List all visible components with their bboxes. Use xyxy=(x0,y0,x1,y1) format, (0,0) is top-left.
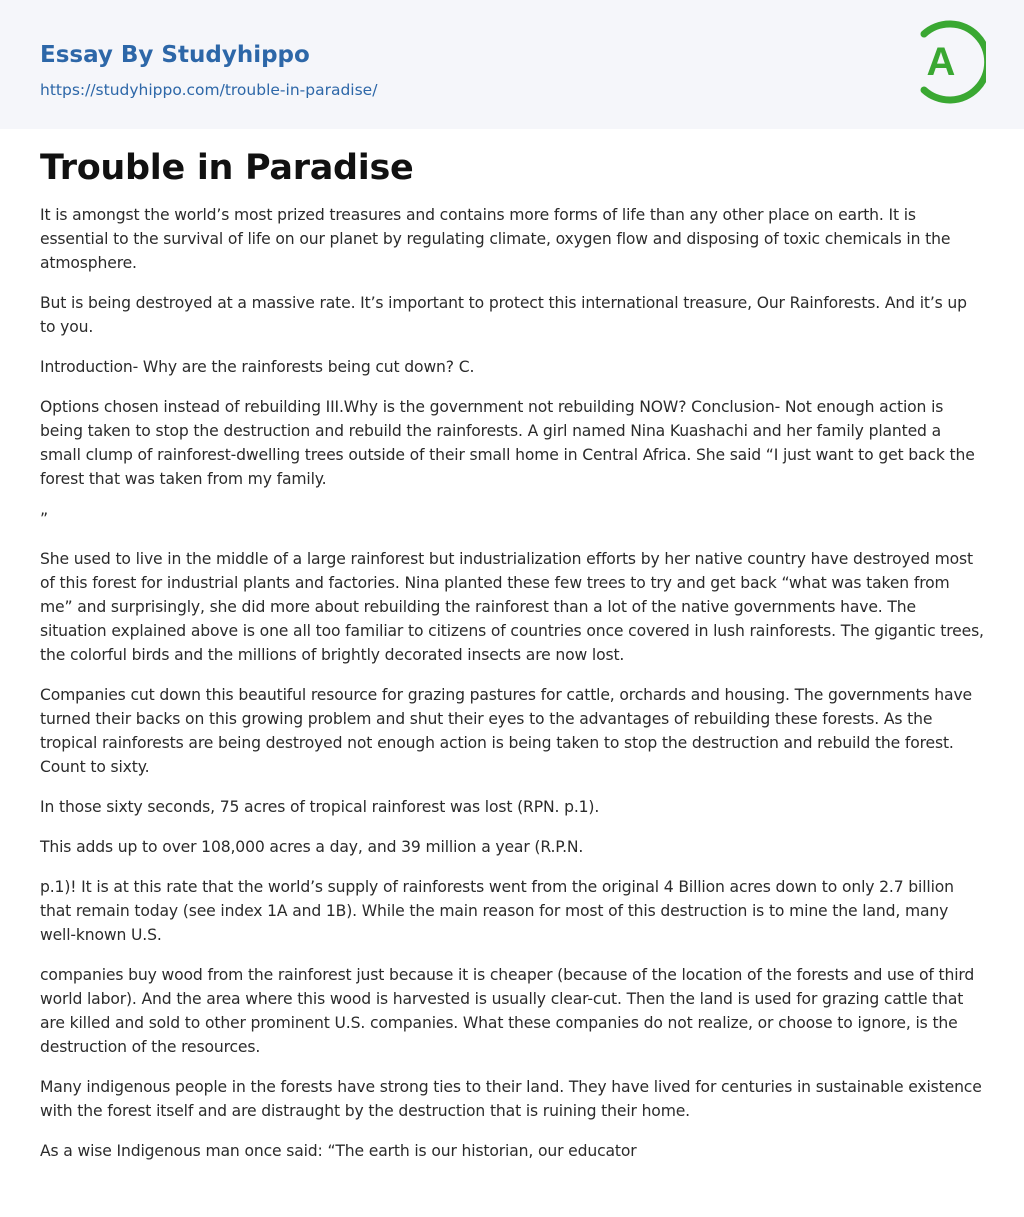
essay-title: Trouble in Paradise xyxy=(40,148,414,188)
essay-paragraph: As a wise Indigenous man once said: “The earth is our historian, our educator xyxy=(40,1142,637,1160)
essay-paragraph: This adds up to over 108,000 acres a day, and 39 million a year (R.P.N. xyxy=(40,838,584,856)
essay-paragraph: companies buy wood from the rainforest just because it is cheaper (because of the location of the forests and use of third world labor). And the area where this wood is harvested is usually clear-cut. Then the land is used for grazing cattle that are killed and sold to other prominent U.S. companies. What these companies do not realize, or choose to ignore, is the destruction of the resources. xyxy=(40,966,975,1056)
essay-content xyxy=(0,147,1024,1163)
essay-paragraph: Introduction- Why are the rainforests being cut down? C. xyxy=(40,358,475,376)
page-header xyxy=(0,0,1024,129)
logo-a-icon xyxy=(914,18,986,106)
essay-paragraph: But is being destroyed at a massive rate. It’s important to protect this international treasure, Our Rainforests. And it’s up to you. xyxy=(40,294,967,336)
essay-paragraph: Companies cut down this beautiful resource for grazing pastures for cattle, orchards and housing. The governments have turned their backs on this growing problem and shut their eyes to the advantages of rebuilding these forests. As the tropical rainforests are being destroyed not enough action is being taken to stop the destruction and rebuild the forest. Count to sixty. xyxy=(40,686,972,776)
brand-title: Essay By Studyhippo xyxy=(40,42,310,68)
essay-paragraph: In those sixty seconds, 75 acres of tropical rainforest was lost (RPN. p.1). xyxy=(40,798,600,816)
studyhippo-logo[interactable] xyxy=(914,18,986,106)
logo-letter: A xyxy=(926,40,956,84)
essay-body xyxy=(40,203,984,1163)
essay-paragraph: It is amongst the world’s most prized treasures and contains more forms of life than any other place on earth. It is essential to the survival of life on our planet by regulating climate, oxygen flow and disposing of toxic chemicals in the atmosphere. xyxy=(40,206,951,272)
essay-paragraph: Many indigenous people in the forests have strong ties to their land. They have lived for centuries in sustainable existence with the forest itself and are distraught by the destruction that is ruining their home. xyxy=(40,1078,982,1120)
essay-paragraph: ” xyxy=(40,510,48,528)
source-url-link[interactable]: https://studyhippo.com/trouble-in-paradise/ xyxy=(40,81,378,99)
essay-paragraph: Options chosen instead of rebuilding III.Why is the government not rebuilding NOW? Conclusion- Not enough action is being taken to stop the destruction and rebuild the rainforests. A girl named Nina Kuashachi and her family planted a small clump of rainforest-dwelling trees outside of their small home in Central Africa. She said “I just want to get back the forest that was taken from my family. xyxy=(40,398,975,488)
essay-paragraph: p.1)! It is at this rate that the world’s supply of rainforests went from the original 4 Billion acres down to only 2.7 billion that remain today (see index 1A and 1B). While the main reason for most of this destruction is to mine the land, many well-known U.S. xyxy=(40,878,954,944)
essay-paragraph: She used to live in the middle of a large rainforest but industrialization efforts by her native country have destroyed most of this forest for industrial plants and factories. Nina planted these few trees to try and get back “what was taken from me” and surprisingly, she did more about rebuilding the rainforest than a lot of the native governments have. The situation explained above is one all too familiar to citizens of countries once covered in lush rainforests. The gigantic trees, the colorful birds and the millions of brightly decorated insects are now lost. xyxy=(40,550,984,664)
